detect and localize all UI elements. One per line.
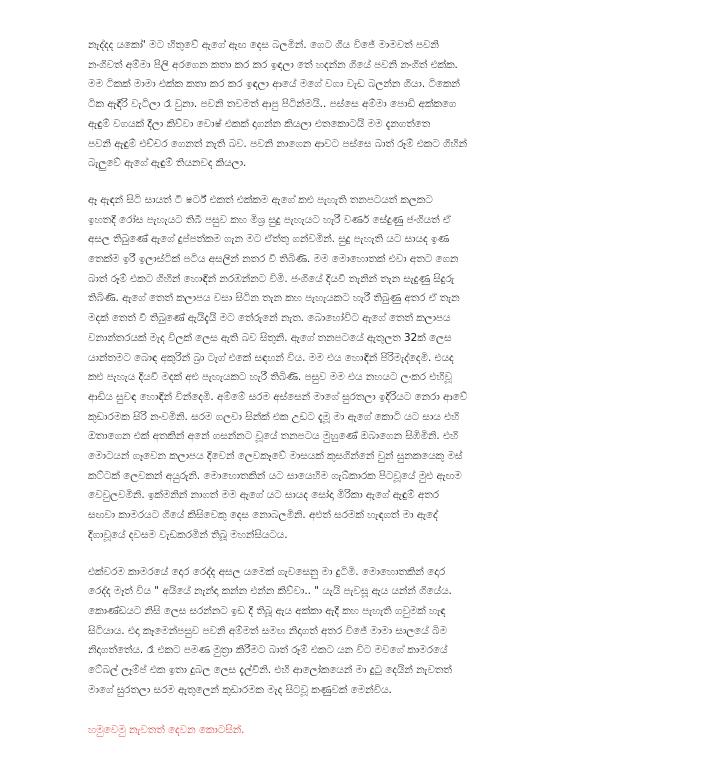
text-line: කළු පැහැය දියවී මදක් අළු පැහැයකට හැරී තිබිණි. පසුව මම එය නහයට ලංකර එහිවූ bbox=[88, 371, 452, 384]
text-line: මදක් තෙත් වී තිබුණේ ඇයිදැයි මට තේරුනේ නැත. බොහෝවිට ඇගේ තෙත් කලාපය bbox=[88, 312, 451, 325]
text-line: ආඩිය සුවඳ හොඳින් වින්දෙමි. අම්මේ සරම අස්සෙන් මාගේ සුරතලා ඉදිරියට නෙරා ආවේ bbox=[88, 390, 468, 403]
text-line: ටික ඇඳිරි වැටිලා රෑ වුනා. පවනි තවමත් ආපු පිටින්මයි.. පස්සෙ අම්මා පොඩි අක්කගෙ bbox=[88, 98, 457, 111]
story-body bbox=[88, 36, 665, 701]
text-line: නැද්දද යකෝ' මට හිතුවේ ඇගේ ඇඟ දෙස බලමින්. ගෙට ගිය විජේ මාමවත් පවනි bbox=[88, 39, 439, 51]
text-line: අසල තිබුණේ ඇගේ දුප්පත්කම ගැන මට ඒත්තු ගන්වමින්. සුදු පැහැති යට සායද ඉණ bbox=[88, 233, 450, 246]
text-line: තෙක්ම ඉරී ඉලාස්ටික් පටිය අසලින් නතර වී තිබිණි. මම මොහොතක් එවා අතට ගෙන bbox=[88, 253, 459, 266]
text-line: සඟවා කාමරයට ගියේ කිසිවෙකු දෙස නොබලමිනි. අළුත් සරමක් හැඳගත් මා ඇදේ bbox=[88, 509, 438, 522]
paragraph-1 bbox=[88, 36, 665, 174]
text-line: කුඩාරමක සිරි නංවමිනි. සරම ගලවා සින්ක් එක උඩට දැමූ මා ඇගේ කොටි යට සාය එහි bbox=[88, 410, 460, 423]
text-line: ඔතාගෙන එක් අතකින් අනේ ගසන්නට වූයේ තනපටය මුහුණේ ඔබාගෙන සිඹිමිනි. එහි bbox=[88, 430, 459, 443]
text-line: තිබිණි. ඇගේ තෙත් කලාපය වසා සිටින තැන කහ පැහැයකට හැරී තිබුණු අතර ඒ තැන bbox=[88, 292, 460, 305]
text-line: ඉහතදී රෝස පැහැයට තිබී පසුව කහ මිශ්‍ර සුදු පැහැයට හැරී වර්ණ සේදුණු ජංගියත් ඒ bbox=[88, 213, 451, 226]
text-line: සිටියාය. එදා කෑමෙන්පසුව පවනි අම්මත් සමඟ නිදාගත් අතර විජේ මාමා සාලයේ බිම bbox=[88, 624, 447, 637]
text-line: දිගාවූයේ දවසම වැඩකරමින් තිබූ මහන්සියටය. bbox=[88, 528, 288, 541]
text-line: වෙවුලවමිනි. ඉක්මනින් නාගත් මම ඇගේ යට සායද සෝදා මිරිකා ඇගේ ඇඳුම් අතර bbox=[88, 489, 439, 502]
text-line: නංගිවත් අම්මා පිලි අරගෙන කතා කර කර ඉඳලා තේ හදන්න ගියේ පවනි නංගිත් එක්ක. bbox=[88, 58, 458, 71]
text-line: ටේබල් ලෑම්ප් එක ඉතා දුබල ලෙස දැල්වීනි. එහි ආලෝකයෙන් මා දුටු දෙයින් නැවතත් bbox=[88, 664, 452, 677]
paragraph-3 bbox=[88, 563, 665, 701]
text-line: යාන්තමට බොඳ අකුරින් බ්‍රා ටැග් එකේ සඳහන් විය. මම එය හොඳින් පිරිමැද්දෙමි. එයද bbox=[88, 351, 454, 364]
paragraph-2 bbox=[88, 191, 665, 546]
text-line: වනාන්තරයක් මැද විලක් ලෙස ඇති බව සිතුනි. ඇගේ තනපටයේ ඇතුලත 32ක් ලෙස bbox=[88, 331, 452, 344]
text-line: නිදාගත්තේය. රෑ එකට පමණ මුත්‍රා කිරීමට බාත් රූම් එකට යන විට මවගේ කාමරයේ bbox=[88, 644, 448, 657]
text-line: රෙද්ද මෑත් විය " අයියේ නැන්දා කන්න එන්න කිව්වා.. " යැයි පැවසූ ඇය යන්න් ගියේය. bbox=[88, 585, 452, 598]
text-line: ඈ ඇඳන් සිටි සායත් ටී ෂර්ට් එකත් එක්කම ඇගේ කළු පැහැති තනපටයත් කලකට bbox=[88, 193, 433, 206]
text-line: කොණ්ඩයට නිසි ලෙස සරන්නට ඉඩ දී තිබූ ඇය අක්කා ඇදී කහ පැහැති ගවුමක් හැඳ bbox=[88, 604, 446, 617]
text-line: ඇඳුම් වගයක් දීලා කිව්වා වොෂ් එකක් දාගන්න කියලා එතකොටයි මම දැනගත්තෙ bbox=[88, 117, 431, 130]
text-line: මාගේ සුරතලා සරම ඇතුලෙන් කුඩාරමක මැද සිටවූ කණුවක් මෙන්විය. bbox=[88, 683, 392, 696]
text-line: බැලුවේ ඇගේ ඇඳුම් තියනවද කියලා. bbox=[88, 157, 247, 170]
text-line: බාත් රූම් එකට ගිහින් හොඳින් නරඹන්නට විමි. ජංගියේ දියවී තැනින් තැන සැදුණු සිදුරු bbox=[88, 272, 455, 285]
text-line: මම ටිකක් මාමා එක්ක කතා කර කර ඉඳලා ආයේ මගේ වගා වැඩ බලන්න ගියා. ටිකෙන් bbox=[88, 78, 460, 91]
text-line: මොටයන් ගෑවෙන කලාපය දිවෙන් ලෙවකෑවේ මාසයක් කුසගින්නේ වුන් සුනකයෙකු මස් bbox=[88, 450, 463, 463]
text-line: පවනි ඇඳුම් එච්චර ගෙනත් නැති බව. පවනි නාගෙන ආවට පස්සෙ බාත් රූම් එකට ගිහින් bbox=[88, 137, 468, 150]
closing-line: හමුවෙමු නැවතත් දෙවන කොටසින්. bbox=[88, 723, 245, 736]
text-line: එක්වරම කාමරයේ දොර රෙද්ද අසල යමෙක් ගැවසෙනු මා දුටිමි. මොහොතකින් දොර bbox=[88, 565, 446, 578]
text-line: කට්ටක් ලෙවකන් අයුරුනි. මොහොතකින් යට සායෙහිම ගැබ්කාරක පිටවූයේ මුළු ඇඟම bbox=[88, 469, 462, 482]
